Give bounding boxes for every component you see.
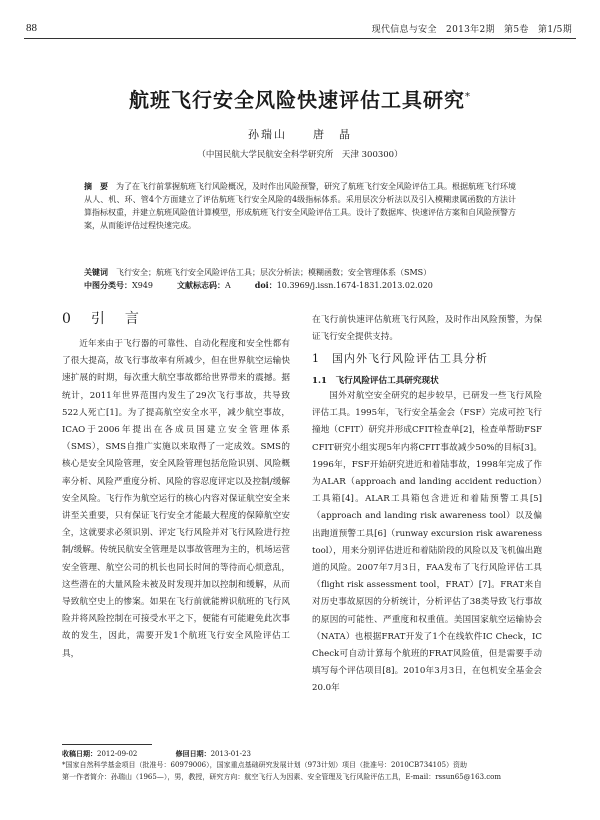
section-1-body (312, 388, 542, 698)
doc-value: A (224, 281, 231, 290)
doi-label: doi： (254, 280, 277, 290)
clc-label: 中图分类号： (84, 280, 132, 290)
clc-value: X949 (132, 281, 153, 290)
section-1-1-heading: 1.1 飞行风险评估工具研究现状 (312, 376, 439, 386)
keywords-label: 关键词 (84, 267, 108, 277)
title-footnote-mark: * (465, 91, 471, 103)
section-0-continuation (312, 312, 542, 346)
footnote-dates (62, 748, 542, 760)
title-text: 航班飞行安全风险快速评估工具研究 (129, 88, 465, 112)
section-1-heading: 1 国内外飞行风险评估工具分析 (312, 352, 488, 365)
abstract (84, 180, 516, 232)
paper-title (0, 84, 600, 113)
revised-value: 2013-01-23 (210, 750, 251, 758)
keywords-text: 飞行安全；航班飞行安全风险评估工具；层次分析法；模糊函数；安全管理体系（SMS） (116, 268, 432, 277)
doc-code (177, 280, 231, 291)
clc-code (84, 280, 153, 291)
authors: 孙瑞山 唐 晶 (248, 128, 352, 141)
page-number: 88 (26, 22, 37, 34)
footnote-author-info: 第一作者简介：孙瑞山（1965—），男，教授，研究方向：航空飞行人为因素、安全管理及飞行风险评估工具，E-mail：rssun65@163.com (62, 773, 502, 781)
abstract-text: 为了在飞行前掌握航班飞行风险概况，及时作出风险预警，研究了航班飞行安全风险评估工具。根据航班飞行环境从人、机、环、管4个方面建立了评估航班飞行安全风险的4级指标体系。采用层次分析法以及引入模糊隶属函数的方法计算指标权重，并建立航班风险值计算模型，形成航班飞行安全风险评估工具。设计了数据库、快速评估方案和自风险预警方案，从而能评估过程快速完成。 (84, 182, 516, 230)
section-1-paragraph: 国外对航空安全研究的起步较早，已研发一些飞行风险评估工具。1995年，飞行安全基金会（FSF）完成可控飞行撞地（CFIT）研究并形成CFIT检查单[2]，检查单帮助FSF CFIT研究小组实现5年内将CFIT事故减少50%的目标[3]。1996年，FSF开始研究进近和着陆事故，1998年完成了作为ALAR（approach and landing accident reduction）工具箱[4]。ALAR工具箱包含进近和着陆预警工具[5]（approach and landing risk awareness tool）以及偏出跑道预警工具[6]（runway excursion risk awareness tool），用来分别评估进近和着陆阶段的风险以及飞机偏出跑道的风险。2007年7月3日，FAA发布了飞行风险评估工具（flight risk assessment tool，FRAT）[7]。FRAT来自对历史事故原因的分析统计，分析评估了38类导致飞行事故的原因的可能性、严重度和权重值。美国国家航空运输协会（NATA）也根据FRAT开发了1个在线软件IC Check，IC Check可自动计算每个航班的FRAT风险值，但是需要手动填写每个评估项目[8]。2010年3月3日，在包机安全基金会20.0年 (312, 391, 542, 694)
keywords (84, 266, 516, 279)
doc-label: 文献标志码： (176, 280, 225, 290)
received-label: 收稿日期： (62, 749, 97, 758)
classification-line (84, 280, 516, 291)
abstract-label: 摘 要 (84, 181, 108, 191)
doi-value: 10.3969/j.issn.1674-1831.2013.02.020 (276, 281, 433, 290)
header-rule (24, 38, 576, 39)
revised-label: 修回日期： (175, 749, 211, 758)
affiliation: （中国民航大学民航安全科学研究所 天津 300300） (197, 150, 403, 160)
section-0-body (62, 336, 290, 663)
revised-date (176, 750, 269, 758)
received-value: 2012-09-02 (97, 750, 138, 758)
journal-info: 现代信息与安全 2013年2期 第5卷 第1/5期 (371, 25, 572, 35)
continuation-paragraph: 在飞行前快速评估航班飞行风险，及时作出风险预警，为保证飞行安全提供支持。 (312, 315, 542, 343)
doi (255, 280, 433, 291)
footnote-rule (62, 744, 152, 745)
section-0-paragraph: 近年来由于飞行器的可靠性、自动化程度和安全性都有了很大提高，故飞行事故率有所减少，但在世界航空运输快速扩展的时期，每次重大航空事故都给世界带来的震撼。据统计，2011年世界范围内发生了29次飞行事故，共导致522人死亡[1]。为了提高航空安全水平，减少航空事故，ICAO于2006年提出在各成员国建立安全管理体系（SMS），SMS自推广实施以来取得了一定成效。SMS的核心是安全风险管理，安全风险管理包括危险识别、风险概率分析、风险严重度分析、风险的容忍度评定以及控制/缓解安全风险。飞行作为航空运行的核心内容对保证航空安全来讲至关重要，只有保证飞行安全才能最大程度的保障航空安全，这就要求必须识别、评定飞行风险并对飞行风险进行控制/缓解。传统民航安全管理是以事故管理为主的，机场运营安全管理、航空公司的机长也同长时间的等待而心烦意乱，这些潜在的大量风险未被及时发现并加以控制和缓解，从而导致航空史上的惨案。如果在飞行前就能辨识航班的飞行风险并将风险控制在可接受水平之下，便能有可能避免此次事故的发生，因此，需要开发1个航班飞行安全风险评估工具， (62, 339, 290, 659)
footnote-fund: *国家自然科学基金项目（批准号：60979006），国家重点基础研究发展计划（973计划）项目（批准号：2010CB734105）资助 (62, 761, 468, 769)
received-date (62, 750, 155, 758)
section-0-heading: 0 引 言 (62, 311, 142, 327)
